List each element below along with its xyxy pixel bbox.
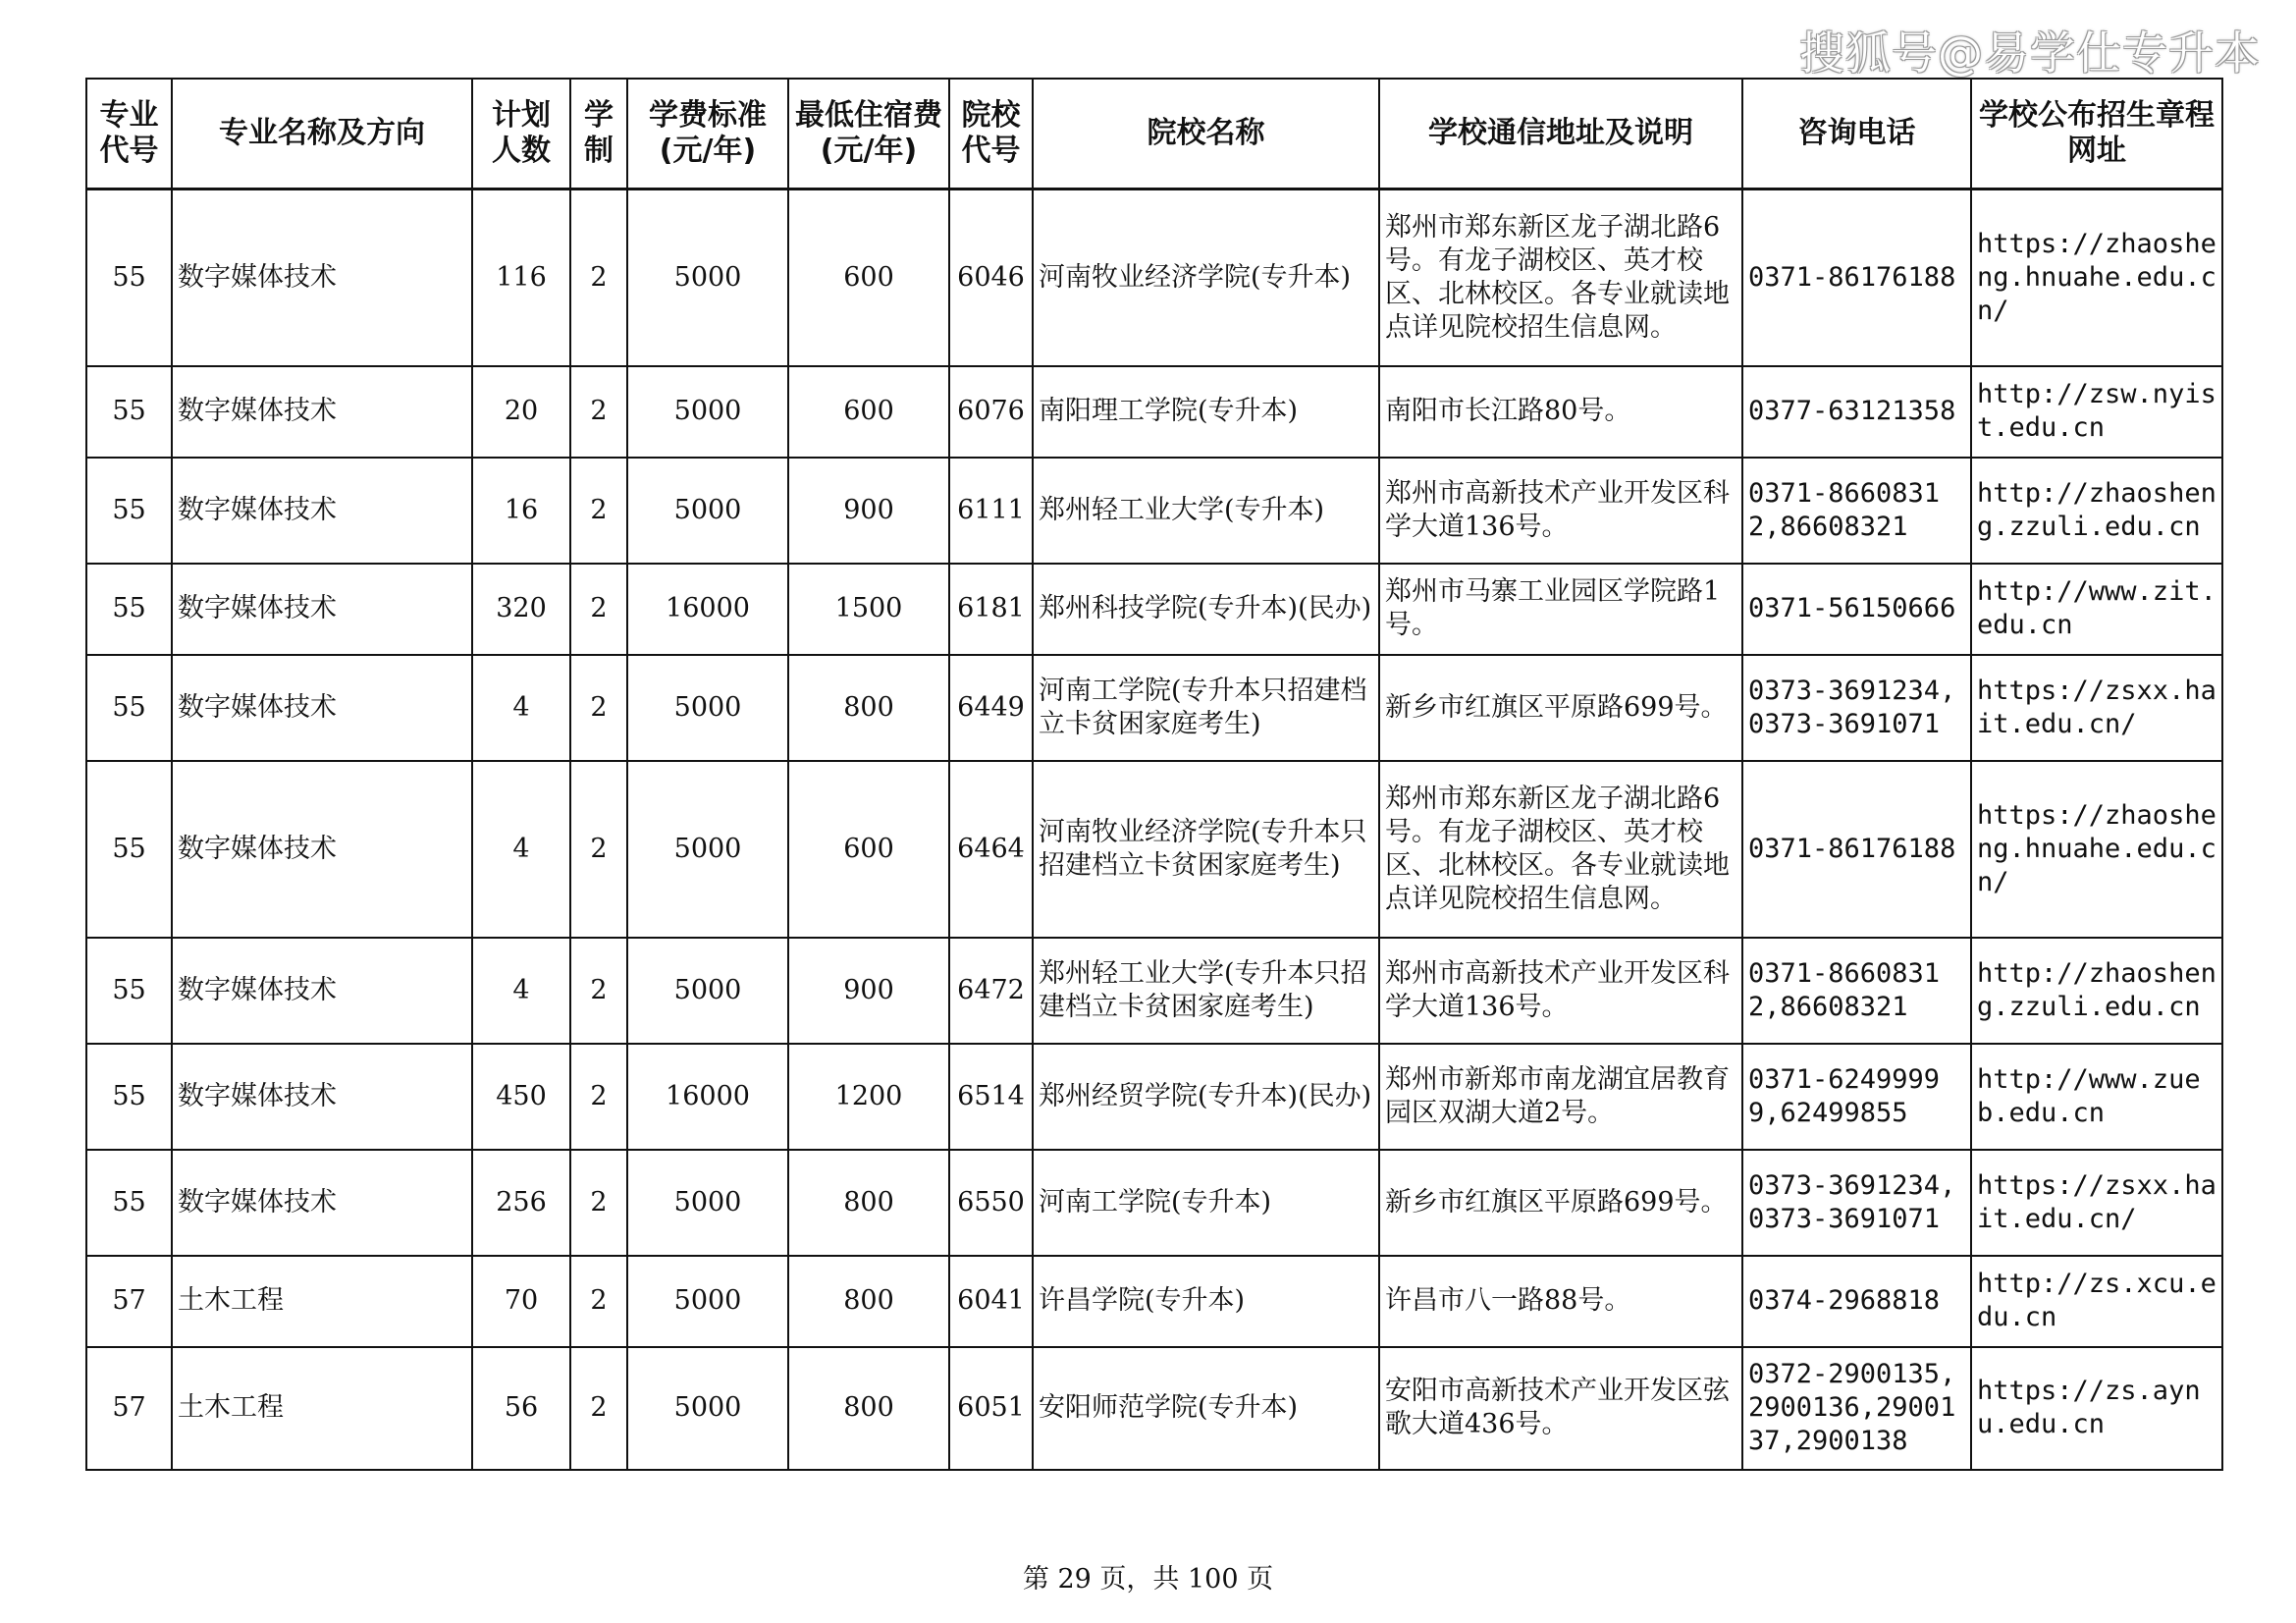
header-school-name: 院校名称 — [1033, 79, 1379, 189]
cell-address: 郑州市郑东新区龙子湖北路6号。有龙子湖校区、英才校区、北林校区。各专业就读地点详见院校招生信息网。 — [1379, 761, 1742, 938]
cell-plan-count: 256 — [472, 1150, 570, 1256]
header-tuition: 学费标准(元/年) — [627, 79, 788, 189]
cell-phone: 0377-63121358 — [1742, 366, 1971, 458]
cell-school-name: 郑州轻工业大学(专升本只招建档立卡贫困家庭考生) — [1033, 938, 1379, 1044]
cell-address: 郑州市郑东新区龙子湖北路6号。有龙子湖校区、英才校区、北林校区。各专业就读地点详见院校招生信息网。 — [1379, 189, 1742, 366]
cell-plan-count: 16 — [472, 458, 570, 564]
cell-major-name: 土木工程 — [172, 1347, 472, 1470]
cell-school-name: 许昌学院(专升本) — [1033, 1256, 1379, 1347]
cell-major-code: 55 — [86, 1150, 172, 1256]
cell-dorm-fee: 600 — [788, 189, 949, 366]
cell-duration: 2 — [570, 458, 627, 564]
cell-website: https://zhaosheng.hnuahe.edu.cn/ — [1971, 761, 2222, 938]
cell-duration: 2 — [570, 1044, 627, 1150]
cell-major-code: 55 — [86, 761, 172, 938]
cell-duration: 2 — [570, 189, 627, 366]
cell-dorm-fee: 900 — [788, 458, 949, 564]
cell-website: http://zhaosheng.zzuli.edu.cn — [1971, 938, 2222, 1044]
cell-major-name: 土木工程 — [172, 1256, 472, 1347]
admissions-table — [85, 78, 2223, 1471]
cell-phone: 0372-2900135,2900136,2900137,2900138 — [1742, 1347, 1971, 1470]
cell-duration: 2 — [570, 564, 627, 655]
cell-tuition: 5000 — [627, 761, 788, 938]
cell-major-code: 55 — [86, 189, 172, 366]
cell-website: https://zhaosheng.hnuahe.edu.cn/ — [1971, 189, 2222, 366]
cell-major-name: 数字媒体技术 — [172, 761, 472, 938]
table-row — [86, 189, 2222, 366]
cell-plan-count: 320 — [472, 564, 570, 655]
cell-duration: 2 — [570, 366, 627, 458]
cell-school-code: 6514 — [949, 1044, 1033, 1150]
table-row — [86, 1150, 2222, 1256]
cell-dorm-fee: 800 — [788, 655, 949, 761]
cell-school-name: 河南牧业经济学院(专升本只招建档立卡贫困家庭考生) — [1033, 761, 1379, 938]
cell-phone: 0371-56150666 — [1742, 564, 1971, 655]
header-website: 学校公布招生章程网址 — [1971, 79, 2222, 189]
cell-major-code: 55 — [86, 655, 172, 761]
cell-tuition: 5000 — [627, 1150, 788, 1256]
header-school-code: 院校代号 — [949, 79, 1033, 189]
cell-major-name: 数字媒体技术 — [172, 1150, 472, 1256]
cell-major-name: 数字媒体技术 — [172, 458, 472, 564]
cell-school-code: 6449 — [949, 655, 1033, 761]
cell-duration: 2 — [570, 1150, 627, 1256]
cell-school-name: 南阳理工学院(专升本) — [1033, 366, 1379, 458]
table-row — [86, 366, 2222, 458]
cell-major-name: 数字媒体技术 — [172, 655, 472, 761]
cell-major-code: 55 — [86, 938, 172, 1044]
cell-address: 安阳市高新技术产业开发区弦歌大道436号。 — [1379, 1347, 1742, 1470]
cell-phone: 0371-86608312,86608321 — [1742, 458, 1971, 564]
cell-dorm-fee: 1500 — [788, 564, 949, 655]
cell-school-code: 6051 — [949, 1347, 1033, 1470]
header-dorm-fee: 最低住宿费(元/年) — [788, 79, 949, 189]
cell-tuition: 5000 — [627, 655, 788, 761]
cell-major-name: 数字媒体技术 — [172, 564, 472, 655]
cell-address: 许昌市八一路88号。 — [1379, 1256, 1742, 1347]
header-duration: 学制 — [570, 79, 627, 189]
cell-major-name: 数字媒体技术 — [172, 938, 472, 1044]
cell-school-code: 6111 — [949, 458, 1033, 564]
cell-address: 新乡市红旗区平原路699号。 — [1379, 1150, 1742, 1256]
cell-address: 郑州市高新技术产业开发区科学大道136号。 — [1379, 938, 1742, 1044]
cell-dorm-fee: 600 — [788, 761, 949, 938]
cell-tuition: 5000 — [627, 458, 788, 564]
cell-school-name: 郑州轻工业大学(专升本) — [1033, 458, 1379, 564]
header-major-name: 专业名称及方向 — [172, 79, 472, 189]
cell-tuition: 16000 — [627, 564, 788, 655]
cell-phone: 0371-86176188 — [1742, 189, 1971, 366]
cell-website: http://www.zueb.edu.cn — [1971, 1044, 2222, 1150]
cell-website: http://zs.xcu.edu.cn — [1971, 1256, 2222, 1347]
cell-phone: 0374-2968818 — [1742, 1256, 1971, 1347]
cell-tuition: 5000 — [627, 1256, 788, 1347]
table-row — [86, 564, 2222, 655]
table-row — [86, 938, 2222, 1044]
cell-address: 郑州市新郑市南龙湖宜居教育园区双湖大道2号。 — [1379, 1044, 1742, 1150]
cell-plan-count: 450 — [472, 1044, 570, 1150]
cell-plan-count: 4 — [472, 938, 570, 1044]
cell-school-code: 6472 — [949, 938, 1033, 1044]
cell-website: http://zhaosheng.zzuli.edu.cn — [1971, 458, 2222, 564]
cell-school-code: 6076 — [949, 366, 1033, 458]
cell-duration: 2 — [570, 1347, 627, 1470]
cell-school-code: 6464 — [949, 761, 1033, 938]
cell-dorm-fee: 600 — [788, 366, 949, 458]
cell-major-name: 数字媒体技术 — [172, 1044, 472, 1150]
cell-tuition: 5000 — [627, 938, 788, 1044]
cell-phone: 0371-86176188 — [1742, 761, 1971, 938]
cell-school-name: 郑州经贸学院(专升本)(民办) — [1033, 1044, 1379, 1150]
cell-address: 新乡市红旗区平原路699号。 — [1379, 655, 1742, 761]
cell-major-name: 数字媒体技术 — [172, 366, 472, 458]
cell-major-name: 数字媒体技术 — [172, 189, 472, 366]
table-row — [86, 1256, 2222, 1347]
cell-phone: 0373-3691234,0373-3691071 — [1742, 655, 1971, 761]
cell-tuition: 5000 — [627, 366, 788, 458]
cell-phone: 0371-86608312,86608321 — [1742, 938, 1971, 1044]
cell-dorm-fee: 800 — [788, 1256, 949, 1347]
cell-school-code: 6046 — [949, 189, 1033, 366]
cell-address: 郑州市高新技术产业开发区科学大道136号。 — [1379, 458, 1742, 564]
cell-phone: 0373-3691234,0373-3691071 — [1742, 1150, 1971, 1256]
cell-duration: 2 — [570, 1256, 627, 1347]
table-header-row — [86, 79, 2222, 189]
cell-school-name: 河南工学院(专升本) — [1033, 1150, 1379, 1256]
cell-school-code: 6041 — [949, 1256, 1033, 1347]
cell-website: https://zs.aynu.edu.cn — [1971, 1347, 2222, 1470]
cell-website: http://www.zit.edu.cn — [1971, 564, 2222, 655]
cell-plan-count: 4 — [472, 655, 570, 761]
cell-address: 南阳市长江路80号。 — [1379, 366, 1742, 458]
cell-plan-count: 116 — [472, 189, 570, 366]
table-row — [86, 458, 2222, 564]
cell-dorm-fee: 1200 — [788, 1044, 949, 1150]
table-row — [86, 1347, 2222, 1470]
cell-tuition: 5000 — [627, 189, 788, 366]
cell-duration: 2 — [570, 761, 627, 938]
table-row — [86, 655, 2222, 761]
cell-duration: 2 — [570, 938, 627, 1044]
header-address: 学校通信地址及说明 — [1379, 79, 1742, 189]
cell-website: https://zsxx.hait.edu.cn/ — [1971, 655, 2222, 761]
cell-school-code: 6550 — [949, 1150, 1033, 1256]
page-footer: 第 29 页，共 100 页 — [1022, 1564, 1274, 1595]
cell-dorm-fee: 800 — [788, 1347, 949, 1470]
cell-school-name: 郑州科技学院(专升本)(民办) — [1033, 564, 1379, 655]
cell-plan-count: 56 — [472, 1347, 570, 1470]
cell-major-code: 55 — [86, 564, 172, 655]
cell-plan-count: 4 — [472, 761, 570, 938]
table-row — [86, 1044, 2222, 1150]
cell-school-name: 安阳师范学院(专升本) — [1033, 1347, 1379, 1470]
cell-duration: 2 — [570, 655, 627, 761]
cell-school-code: 6181 — [949, 564, 1033, 655]
cell-major-code: 57 — [86, 1347, 172, 1470]
watermark: 搜狐号@易学仕专升本 — [1799, 27, 2261, 80]
cell-tuition: 16000 — [627, 1044, 788, 1150]
cell-plan-count: 20 — [472, 366, 570, 458]
header-phone: 咨询电话 — [1742, 79, 1971, 189]
cell-major-code: 55 — [86, 458, 172, 564]
cell-school-name: 河南牧业经济学院(专升本) — [1033, 189, 1379, 366]
cell-major-code: 55 — [86, 1044, 172, 1150]
cell-website: http://zsw.nyist.edu.cn — [1971, 366, 2222, 458]
cell-address: 郑州市马寨工业园区学院路1号。 — [1379, 564, 1742, 655]
cell-tuition: 5000 — [627, 1347, 788, 1470]
cell-website: https://zsxx.hait.edu.cn/ — [1971, 1150, 2222, 1256]
cell-dorm-fee: 900 — [788, 938, 949, 1044]
cell-major-code: 57 — [86, 1256, 172, 1347]
cell-plan-count: 70 — [472, 1256, 570, 1347]
header-major-code: 专业代号 — [86, 79, 172, 189]
cell-phone: 0371-62499999,62499855 — [1742, 1044, 1971, 1150]
cell-major-code: 55 — [86, 366, 172, 458]
cell-dorm-fee: 800 — [788, 1150, 949, 1256]
table-row — [86, 761, 2222, 938]
cell-school-name: 河南工学院(专升本只招建档立卡贫困家庭考生) — [1033, 655, 1379, 761]
header-plan-count: 计划人数 — [472, 79, 570, 189]
